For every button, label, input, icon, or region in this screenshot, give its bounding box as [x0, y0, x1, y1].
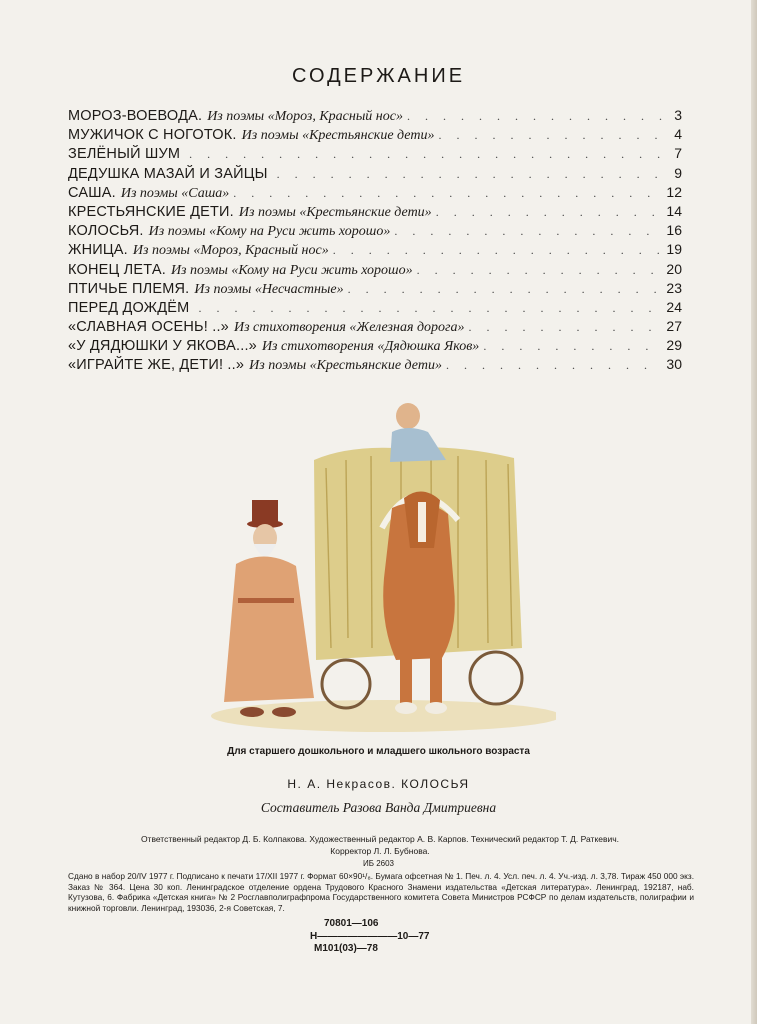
toc-entry-title: САША. [68, 184, 116, 201]
toc-entry-page: 9 [674, 164, 682, 181]
leader-dots [277, 167, 664, 182]
toc-entry[interactable] [68, 318, 682, 337]
man-belt [238, 598, 294, 603]
book-title: Н. А. Некрасов. КОЛОСЬЯ [287, 777, 470, 791]
toc-entry-title: ЖНИЦА. [68, 242, 128, 259]
toc-entry-source: Из поэмы «Мороз, Красный нос» [207, 109, 403, 124]
toc-entry[interactable] [68, 356, 682, 375]
leader-dots [394, 224, 662, 239]
toc-entry-page: 14 [666, 202, 682, 219]
contents-heading: СОДЕРЖАНИЕ [291, 65, 466, 88]
toc-entry-title: КРЕСТЬЯНСКИЕ ДЕТИ. [68, 203, 234, 220]
editors-line: Ответственный редактор Д. Б. Колпакова. Художественный редактор А. В. Карпов. Технический редактор Т. Д. Раткевич. [140, 834, 620, 844]
imprint-block [68, 871, 694, 913]
leader-dots [333, 243, 663, 258]
leader-dots [483, 339, 662, 354]
toc-entry-source: Из поэмы «Мороз, Красный нос» [132, 243, 329, 259]
toc-entry-title: ПТИЧЬЕ ПЛЕМЯ. [68, 280, 190, 297]
toc-entry[interactable] [68, 280, 682, 299]
toc-entry[interactable] [68, 241, 682, 260]
toc-entry[interactable] [68, 261, 682, 280]
toc-entry-source: Из стихотворения «Дядюшка Яков» [261, 339, 480, 355]
toc-entry[interactable] [68, 126, 682, 145]
ib-number: ИБ 2603 [362, 859, 395, 868]
leader-dots [436, 205, 663, 220]
imprint-text: Сдано в набор 20/IV 1977 г. Подписано к печати 17/XII 1977 г. Формат 60×90¹/₈. Бумага офсетная № 1. Печ. л. 4. Усл. печ. л. 4. Уч.-изд. л. 3,78. Тираж 450 000 экз. Заказ № 364. Цена 30 коп. Ленинградское отделение ордена Трудового Красного Знамени издательства «Детская литература». Ленинград, 192187, наб. Кутузова, 6. Фабрика «Детская книга» № 2 Росглавполиграфпрома Государственного комитета Совета Министров РСФСР по делам издательств, полиграфии и книжной торговли. Ленинград, 193036, 2-я Советская, 7. [68, 871, 694, 913]
illustration-hay-cart [196, 398, 556, 738]
page-edge [751, 0, 757, 1024]
leader-dots [469, 320, 663, 335]
toc-entry[interactable] [68, 222, 682, 241]
leader-dots [233, 186, 662, 201]
toc-entry-page: 29 [666, 337, 682, 354]
compiler-line: Составитель Разова Ванда Дмитриевна [260, 800, 497, 815]
toc-entry-page: 20 [666, 260, 682, 277]
toc-entry[interactable] [68, 203, 682, 222]
toc-entry-source: Из поэмы «Крестьянские дети» [249, 358, 442, 374]
leader-dots [198, 301, 662, 316]
toc-entry[interactable] [68, 299, 682, 318]
toc-entry-page: 7 [674, 145, 682, 162]
toc-entry-source: Из стихотворения «Железная дорога» [233, 320, 465, 336]
toc-entry-source: Из поэмы «Кому на Руси жить хорошо» [170, 262, 413, 278]
toc-entry[interactable] [68, 184, 682, 203]
toc-entry-title: «У ДЯДЮШКИ У ЯКОВА...» [68, 338, 257, 355]
horse-leg [400, 653, 412, 703]
table-of-contents [68, 107, 682, 376]
toc-entry[interactable] [68, 337, 682, 356]
toc-entry-title: ПЕРЕД ДОЖДЁМ [68, 299, 190, 316]
horse-leg [430, 653, 442, 703]
age-recommendation: Для старшего дошкольного и младшего школьного возраста [227, 746, 530, 757]
toc-entry-title: КОЛОСЬЯ. [68, 223, 144, 240]
man-boot [272, 707, 296, 717]
catalog-code: Н————————10—77 [310, 930, 430, 942]
editors-block [60, 833, 700, 857]
leader-dots [417, 263, 663, 278]
toc-entry-title: «ИГРАЙТЕ ЖЕ, ДЕТИ! ..» [68, 357, 245, 374]
boy-body [390, 428, 446, 462]
ground-shadow [211, 700, 556, 732]
leader-dots [407, 109, 664, 124]
toc-entry-page: 4 [674, 126, 682, 143]
toc-entry-source: Из поэмы «Крестьянские дети» [241, 128, 435, 144]
horse-hoof [395, 702, 417, 714]
toc-entry-source: Из поэмы «Несчастные» [194, 281, 344, 297]
proofreader-line: Корректор Л. Л. Бубнова. [330, 846, 430, 856]
leader-dots [438, 128, 664, 143]
toc-entry-page: 16 [666, 222, 682, 239]
catalog-codes [310, 918, 460, 956]
toc-entry-title: ЗЕЛЁНЫЙ ШУМ [68, 146, 181, 163]
toc-entry-title: КОНЕЦ ЛЕТА. [68, 261, 166, 278]
toc-entry[interactable] [68, 165, 682, 184]
man-boot [240, 707, 264, 717]
toc-entry-source: Из поэмы «Кому на Руси жить хорошо» [148, 224, 391, 240]
toc-entry-page: 27 [666, 318, 682, 335]
man-beard [254, 544, 276, 556]
leader-dots [189, 147, 664, 162]
leader-dots [446, 358, 662, 373]
toc-entry[interactable] [68, 145, 682, 164]
horse-blaze [418, 502, 426, 542]
toc-entry-page: 23 [666, 279, 682, 296]
cart-wheel [470, 652, 522, 704]
man-coat [224, 556, 314, 702]
toc-entry-page: 3 [674, 107, 682, 123]
toc-entry-title: МУЖИЧОК С НОГОТОК. [68, 127, 237, 144]
toc-entry-page: 12 [666, 183, 682, 200]
catalog-code: 70801—106 [324, 918, 379, 929]
boy-head [396, 403, 420, 429]
toc-entry-source: Из поэмы «Саша» [120, 185, 230, 201]
toc-entry-source: Из поэмы «Крестьянские дети» [238, 204, 432, 220]
catalog-code: М101(03)—78 [314, 943, 378, 954]
toc-entry-page: 19 [666, 241, 682, 258]
toc-entry-title: МОРОЗ-ВОЕВОДА. [68, 108, 203, 124]
horse-hoof [425, 702, 447, 714]
toc-entry-page: 24 [666, 298, 682, 315]
leader-dots [348, 282, 663, 297]
toc-entry-page: 30 [666, 356, 682, 373]
toc-entry-title: ДЕДУШКА МАЗАЙ И ЗАЙЦЫ [68, 165, 268, 182]
toc-entry[interactable] [68, 107, 682, 126]
toc-entry-title: «СЛАВНАЯ ОСЕНЬ! ..» [68, 319, 229, 336]
